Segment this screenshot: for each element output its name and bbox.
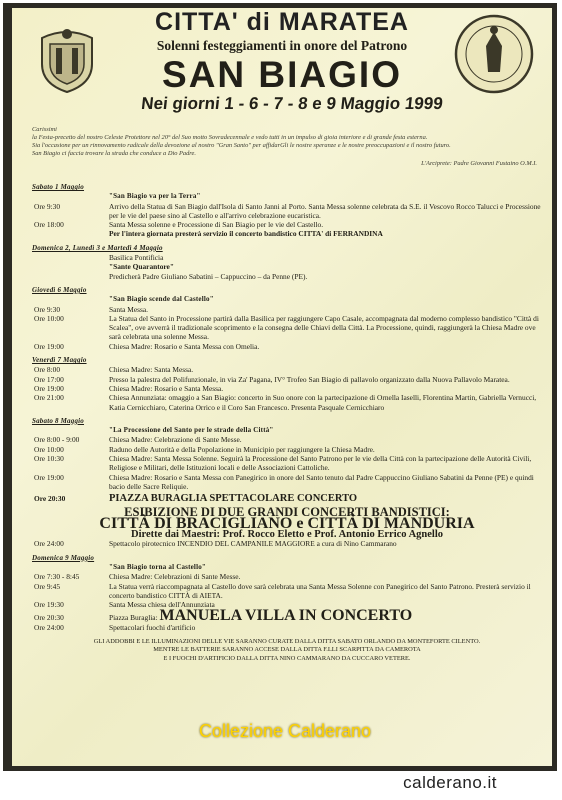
concert-name: MANUELA VILLA IN CONCERTO — [159, 607, 413, 625]
credit-line: MENTRE LE BATTERIE SARANNO ACCESE DALLA DITTA F.LLI SCARPITTA DA CAMEROTA — [153, 646, 421, 654]
day-heading: Venerdì 7 Maggio — [32, 356, 87, 365]
festival-dates: Nei giorni 1 - 6 - 7 - 8 e 9 Maggio 1999 — [140, 94, 444, 113]
program-row: Ore 18:00 Santa Messa solenne e Processione di San Biagio per le vie del Castello. — [34, 220, 324, 230]
intro-line: Carissimi — [32, 126, 57, 133]
program-row: Ore 9:45 La Statua verrà riaccompagnata al Castello dove sarà celebrata una Santa Messa Solenne con Panegirico del Santo Patrono. Presterà servizio il concerto bandistico CITTÀ di AIETA. — [34, 581, 531, 600]
program-row: Basilica Pontificia — [109, 253, 164, 263]
site-name: calderano.it — [403, 773, 497, 792]
day-heading: Domenica 9 Maggio — [32, 553, 95, 562]
program-row: Predicherà Padre Giuliano Sabatini – Cappuccino – da Penne (PE). — [109, 271, 308, 281]
footer-bar — [3, 773, 557, 797]
program-row: Ore 10:30 Chiesa Madre: Santa Messa Solenne. Seguirà la Processione del Santo Patrono per le vie della Città con la partecipazione delle Autorità Civili, Religiose e Militari, delle Istituzioni locali e delle Associazioni Cattoliche. — [34, 454, 532, 473]
section-title: "La Processione del Santo per le strade della Città" — [109, 426, 274, 435]
program-row: Ore 9:30 Santa Messa. — [34, 304, 148, 314]
program-row: Per l'intera giornata presterà servizio il concerto bandistico CITTA' di FERRANDINA — [109, 229, 383, 239]
program-row: Ore 24:00 Spettacolo pirotecnico INCENDIO DEL CAMPANILE MAGGIORE a cura di Nino Cammarano — [34, 539, 397, 549]
band-exhibition: ESIBIZIONE DI DUE GRANDI CONCERTI BANDISTICI: — [124, 504, 450, 519]
collection-watermark: Collezione Calderano — [198, 721, 372, 741]
concert-place: Piazza Buraglia: — [109, 613, 158, 623]
credit-line: E I FUOCHI D'ARTIFICIO DALLA DITTA NINO CAMMARANO DA CUCCARO VETERE. — [163, 654, 411, 662]
program-row: Ore 8:00 - 9:00 Chiesa Madre: Celebrazione di Sante Messe. — [34, 435, 242, 445]
day-heading: Sabato 8 Maggio — [32, 416, 85, 425]
section-title: "San Biagio torna al Castello" — [109, 562, 206, 571]
saint-title: SAN BIAGIO — [162, 54, 402, 95]
intro-line: San Biagio ci faccia trovare la strada che conduce a Dio Padre. — [32, 150, 196, 157]
intro-signature: L'Arciprete: Padre Giovanni Fustaino O.M.I. — [421, 160, 537, 167]
program-row: Ore 19:00 Chiesa Madre: Rosario e Santa Messa. — [34, 383, 224, 393]
program-row: Ore 8:00 Chiesa Madre: Santa Messa. — [34, 365, 194, 375]
credits-notes — [32, 638, 542, 663]
day-heading: Domenica 2, Lunedì 3 e Martedì 4 Maggio — [32, 243, 163, 252]
program-row: Ore 9:30 Arrivo della Statua di San Biagio dall'Isola di Santo Janni al Porto. Santa Messa solenne celebrata da S.E. il Vescovo Rocco Talucci e Processione per le vie del paese sino al Castello e all'arrivo celebrazione eucaristica. — [34, 201, 541, 220]
city-coat-of-arms-icon — [36, 24, 98, 94]
section-title: "San Biagio va per la Terra" — [109, 192, 201, 201]
poster — [12, 8, 552, 766]
program-row: Ore 10:00 La Statua del Santo in Processione partirà dalla Basilica per raggiungere Capo Casale, accompagnata dal moderno complesso bandistico "Città di Scalea", ove avverrà il tradizionale scoprimento e la consegna delle Chiavi della Città. La Processione, quindi, raggiungerà la Chiesa Madre ove sarà celebrata una solenne Messa. — [34, 313, 539, 342]
program-row: Ore 20:30 PIAZZA BURAGLIA SPETTACOLARE CONCERTO — [34, 493, 358, 505]
program-row: Ore 19:00 Chiesa Madre: Rosario e Santa Messa con Panegirico in onore del Santo tenuto dal Padre Cappuccino Giuliano Sabatini da Penne (PE) e quindi bacio delle Sacre Reliquie. — [34, 472, 534, 491]
program-row: Ore 20:30 Piazza Buraglia: MANUELA VILLA IN CONCERTO — [34, 607, 413, 625]
city-title: CITTA' di MARATEA — [155, 8, 409, 36]
program-row: Ore 10:00 Raduno delle Autorità e della Popolazione in Municipio per raggiungere la Chiesa Madre. — [34, 444, 375, 454]
program — [32, 178, 542, 663]
program-row: Ore 7:30 - 8:45 Chiesa Madre: Celebrazioni di Sante Messe. — [34, 572, 241, 582]
program-row: Ore 19:30 Santa Messa chiesa dell'Annunziata — [34, 600, 215, 610]
intro-letter — [32, 126, 537, 168]
conductors: Dirette dai Maestri: Prof. Rocco Eletto e Prof. Antonio Errico Agnello — [130, 529, 443, 541]
program-row: Ore 19:00 Chiesa Madre: Rosario e Santa Messa con Omelia. — [34, 341, 260, 351]
program-row: Ore 24:00 Spettacolari fuochi d'artificio — [34, 622, 196, 632]
band-names: CITTÀ DI BRACIGLIANO e CITTÀ DI MANDURIA — [99, 514, 475, 532]
program-row: Ore 17:00 Presso la palestra del Polifunzionale, in via Za' Pagana, IV° Trofeo San Biagio di pallavolo organizzato dalla Nuova Pallavolo Maratea. — [34, 374, 510, 384]
day-heading: Sabato 1 Maggio — [32, 183, 85, 191]
subtitle: Solenni festeggiamenti in onore del Patrono — [156, 38, 408, 53]
intro-line: la Festa-precetto del nostro Celeste Protettore nel 20° del Suo motto Sovradecennale e vedo tutti in un impulso di gioia interiore e di grande festa esterna. — [32, 134, 428, 141]
section-title: "San Biagio scende dal Castello" — [109, 295, 214, 304]
credit-line: GLI ADDOBBI E LE ILLUMINAZIONI DELLE VIE SARANNO CURATE DALLA DITTA SABATO ORLANDO DA MONTEFORTE CILENTO. — [93, 638, 481, 646]
program-row: "Sante Quarantore" — [109, 262, 174, 272]
program-row: Ore 21:00 Chiesa Annunziata: omaggio a San Biagio: concerto in Suo onore con la partecipazione di Ornella Iaselli, Florentina Martin, Gabriella Vernucci, Katia Cernicchiaro, Caterina Orrico e il Coro San Francesco. Presenta Pasquale Cernicchiaro — [34, 393, 537, 412]
day-heading: Giovedì 6 Maggio — [32, 285, 87, 294]
intro-line: Sia l'occasione per un rinnovamento radicale della devozione al nostro "Gran Santo" per affidarGli le nostre speranze e le nostre preoccupazioni e il nostro futuro. — [32, 142, 451, 149]
